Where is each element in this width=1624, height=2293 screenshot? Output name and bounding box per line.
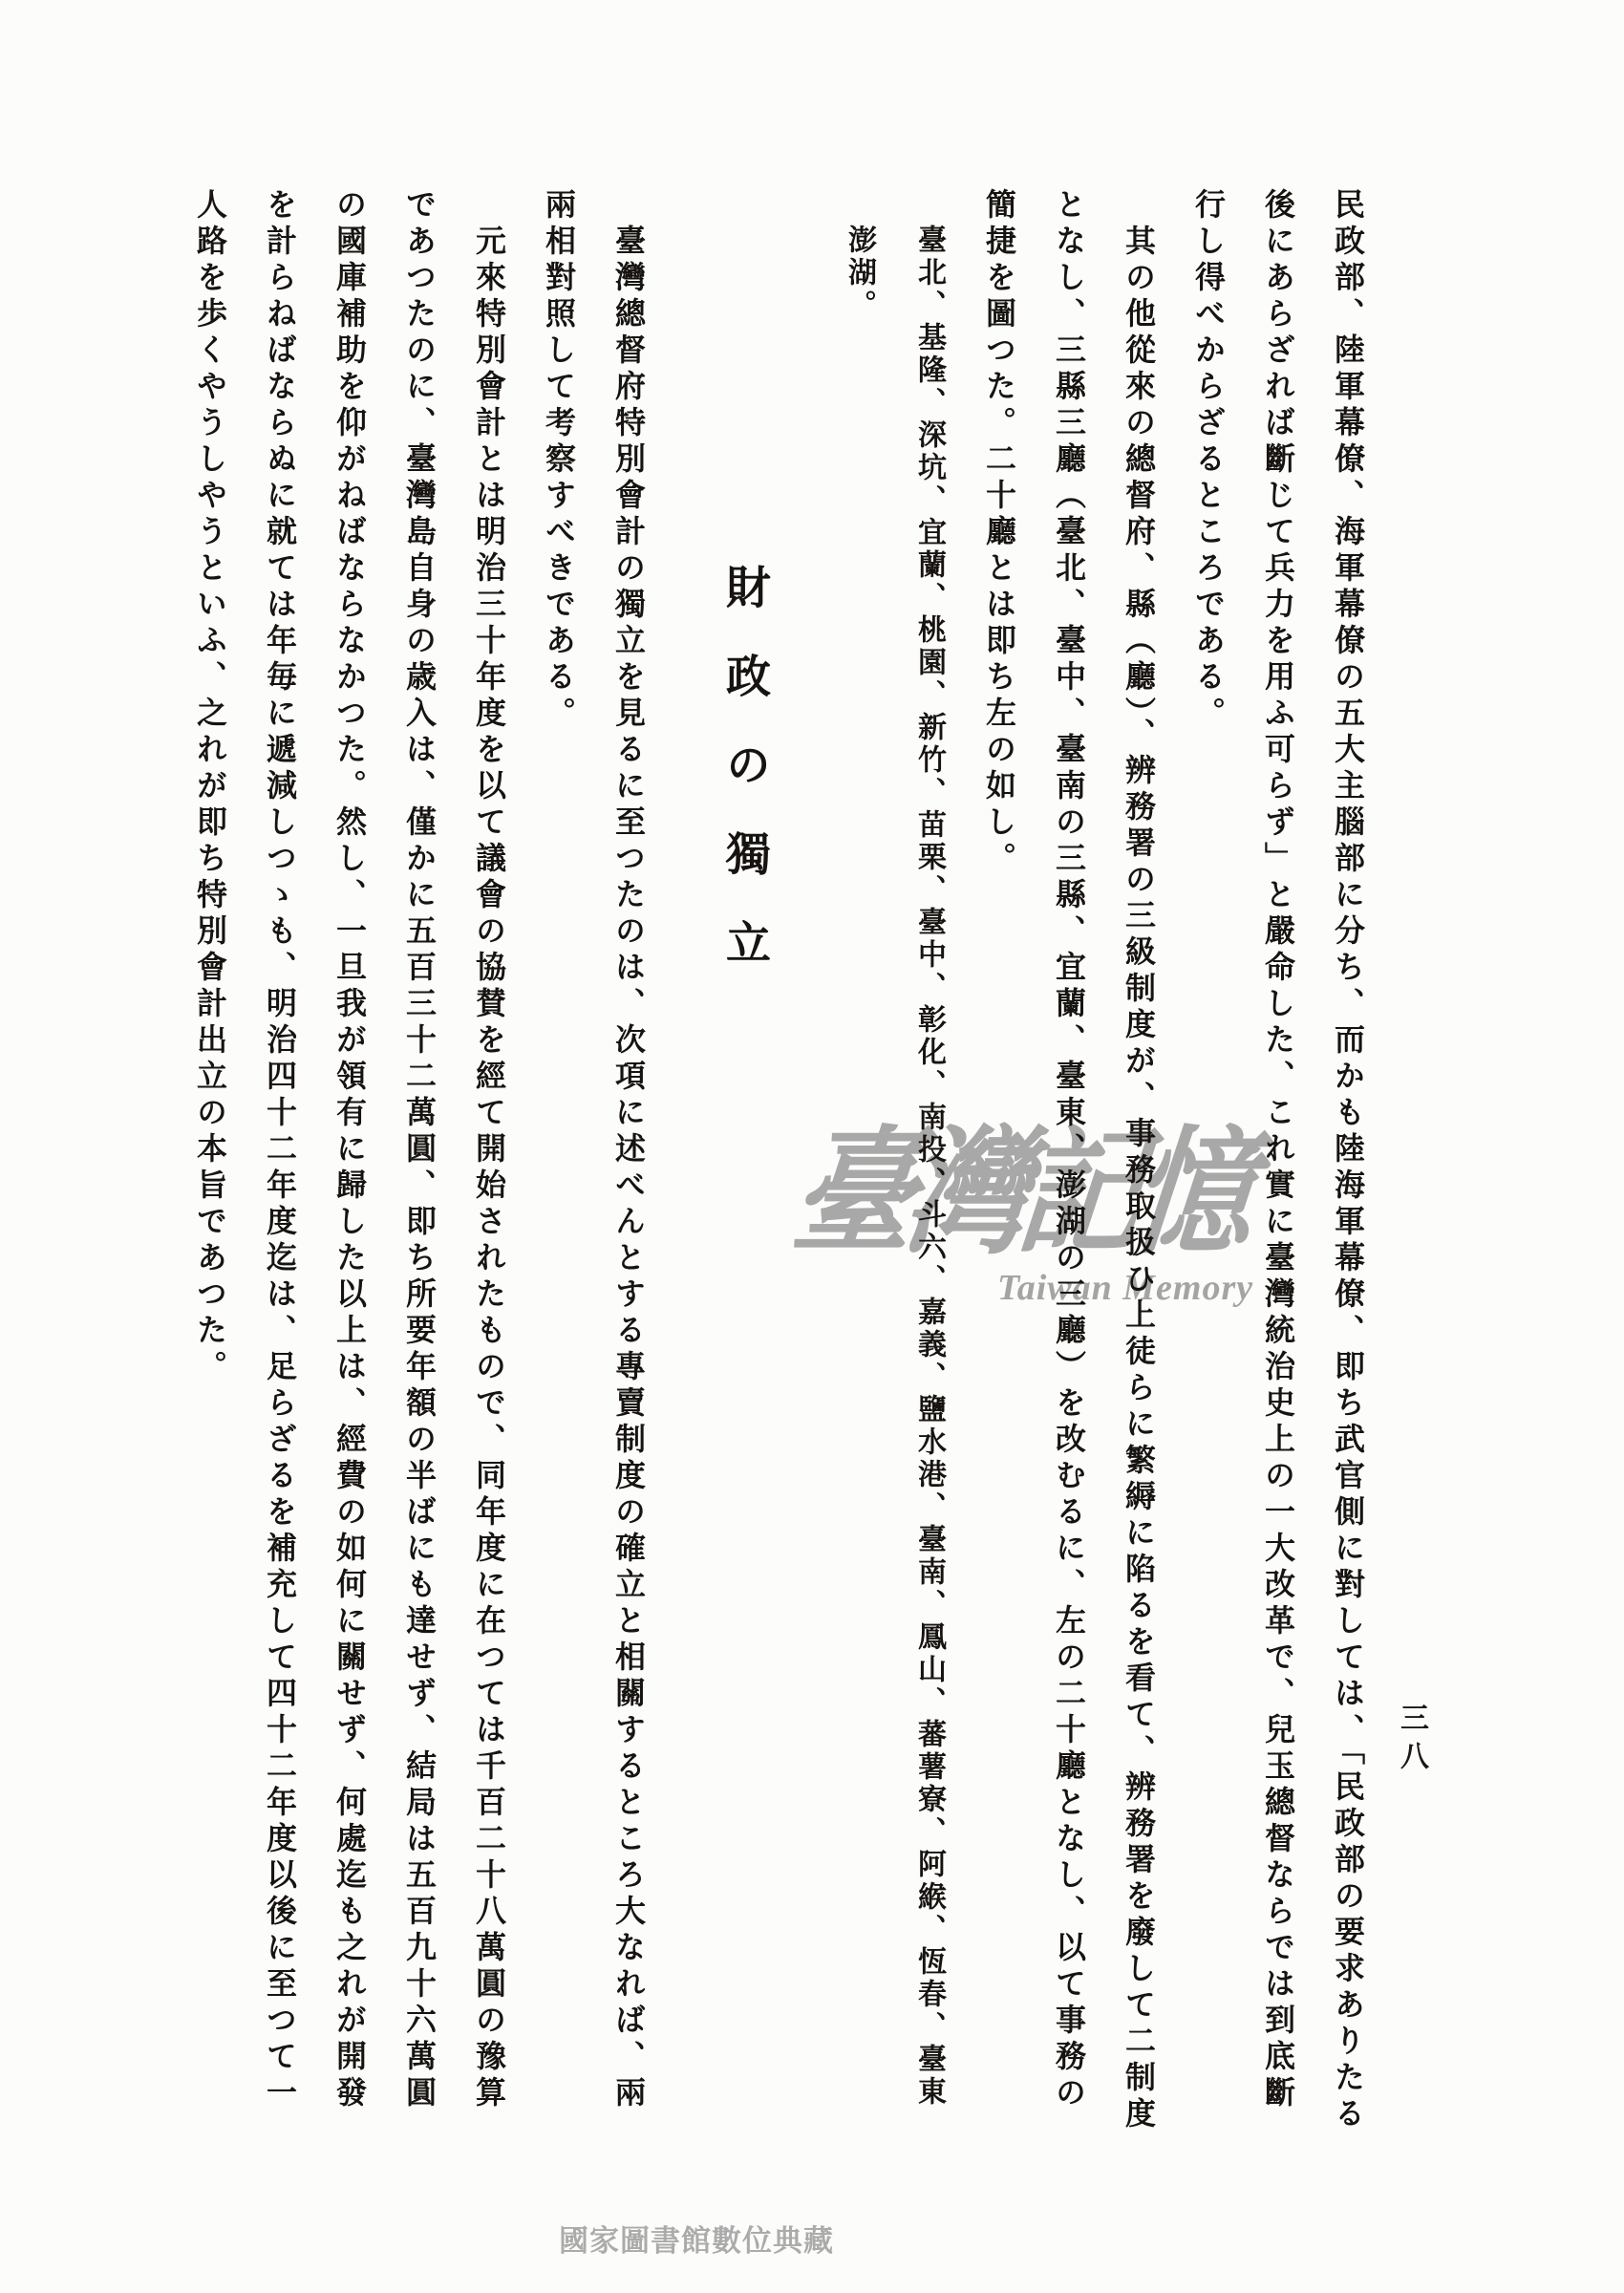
text-column: 後にあらざれば斷じて兵力を用ふ可らず」と嚴命した、これ實に臺灣統治史上の一大改革で、兒玉總督ならでは到底斷 [1261,188,1295,2112]
text-column: の國庫補助を仰がねばならなかつた。然し、一旦我が領有に歸した以上は、經費の如何に關せず、何處迄も之れが開發 [332,188,367,2112]
watermark-latin-text: Taiwan Memory [997,1268,1254,1308]
text-column: 簡捷を圖つた。二十廳とは即ち左の如し。 [982,188,1016,878]
text-column-list: 澎湖。 [844,225,875,322]
text-column: であつたのに、臺灣島自身の歳入は、僅かに五百三十二萬圓、即ち所要年額の半ばにも達せず、結局は五百九十六萬圓 [402,188,437,2112]
text-column-list: 臺北、基隆、深坑、宜蘭、桃園、新竹、苗栗、臺中、彰化、南投、斗六、嘉義、鹽水港、臺南、鳳山、蕃薯寮、阿緱、恆春、臺東 [913,225,945,2109]
text-column: 兩相對照して考察すべきである。 [542,188,576,733]
library-stamp: 國家圖書館數位典藏 [559,2224,834,2258]
text-column: 臺灣總督府特別會計の獨立を見るに至つたのは、次項に述べんとする專賣制度の確立と相關するところ大なれば、兩 [611,225,646,2112]
watermark-cjk-text: 臺灣記憶 [785,1118,1252,1271]
text-column: 民政部、陸軍幕僚、海軍幕僚の五大主腦部に分ち、而かも陸海軍幕僚、即ち武官側に對しては、「民政部の要求ありたる [1331,188,1365,2133]
section-heading: 財政の獨立 [719,564,769,1008]
text-block [175,188,1382,2166]
text-column: 行し得べからざるところである。 [1191,188,1226,733]
text-column: 其の他從來の總督府、縣（廳）、辨務署の三級制度が、事務取扱ひ上徒らに繁縟に陷るを看て、辨務署を廢して二制度 [1122,225,1156,2133]
page-number: 三八 [1396,1703,1427,1779]
text-column: を計らねばならぬに就ては年毎に遞減しつゝも、明治四十二年度迄は、足らざるを補充して四十二年度以後に至つて一 [263,188,297,2112]
text-column: 元來特別會計とは明治三十年度を以て議會の協賛を經て開始されたもので、同年度に在つては千百二十八萬圓の豫算 [472,225,506,2112]
text-column: 人路を歩くやうしやうといふ、之れが即ち特別會計出立の本旨であつた。 [193,188,227,1386]
text-column: となし、三縣三廳（臺北、臺中、臺南の三縣、宜蘭、臺東、澎湖の三廳）を改むるに、左の二十廳となし、以て事務の [1052,188,1086,2112]
